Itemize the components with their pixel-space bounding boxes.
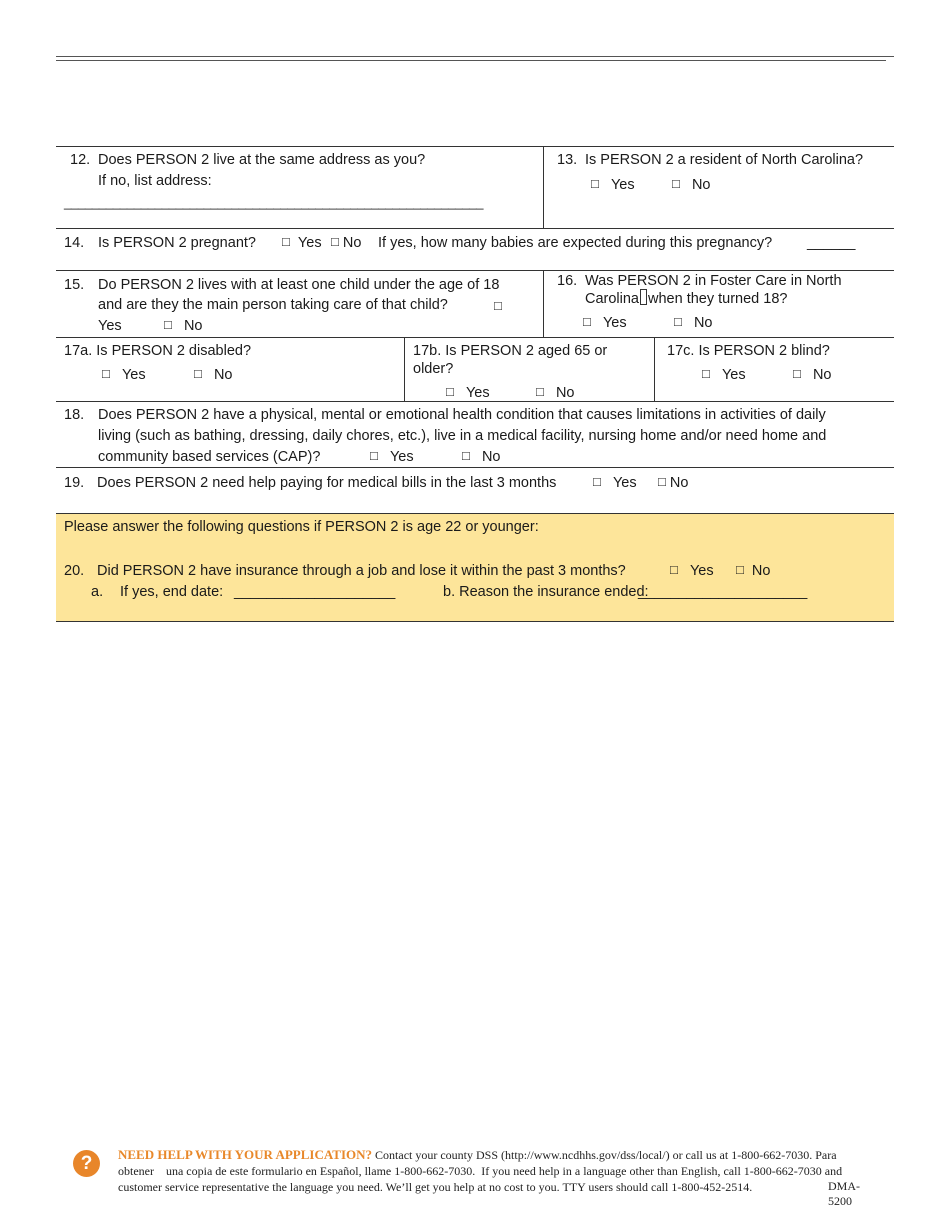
section-age-22-or-younger <box>56 513 894 622</box>
footer-line-2: obtener una copia de este formulario en Español, llame 1-800-662-7030. If you need help in a language other than English, call 1-800-662-7030 and <box>118 1164 843 1178</box>
q12-question: Does PERSON 2 live at the same address as you? <box>98 152 426 168</box>
q19-question: Does PERSON 2 need help paying for medical bills in the last 3 months <box>97 475 557 491</box>
q19-number: 19. <box>64 475 85 491</box>
q17c-no-label: No <box>812 367 832 383</box>
q19-no-checkbox[interactable]: □ <box>658 474 666 489</box>
q17b-no-option[interactable] <box>536 383 575 403</box>
q17b-line1 <box>413 341 607 361</box>
missing-glyph-icon <box>640 289 647 305</box>
person2-questions-table <box>56 146 894 622</box>
row-q19 <box>56 467 894 513</box>
form-number <box>828 1179 860 1209</box>
q17b-yes-label: Yes <box>465 385 490 401</box>
q18-line2: living (such as bathing, dressing, daily chores, etc.), live in a medical facility, nursing home and/or need home and <box>98 428 827 444</box>
q17a-text: Is PERSON 2 disabled? <box>96 343 252 359</box>
cell-q17c <box>654 338 894 401</box>
q14-yes-option[interactable] <box>282 233 322 253</box>
q20-question: Did PERSON 2 have insurance through a job and lose it within the past 3 months? <box>97 563 626 579</box>
row-q18 <box>56 401 894 467</box>
row-q12-q13 <box>56 146 894 228</box>
q20-yes-checkbox[interactable]: □ <box>670 562 678 577</box>
row-q14 <box>56 228 894 270</box>
q15-yes-checkbox[interactable]: □ <box>494 298 502 313</box>
q20a-label: a. <box>91 584 104 600</box>
q15-no-option[interactable] <box>164 316 203 336</box>
section-intro: Please answer the following questions if PERSON 2 is age 22 or younger: <box>64 519 539 535</box>
q16-line1: Was PERSON 2 in Foster Care in North <box>585 273 842 289</box>
question-icon: ? <box>73 1150 100 1177</box>
q19-yes-label: Yes <box>612 475 637 491</box>
header-rule-bottom <box>56 60 886 61</box>
q13-no-checkbox[interactable]: □ <box>672 176 680 191</box>
q17a-yes-checkbox[interactable]: □ <box>102 366 110 381</box>
q13-yes-option[interactable] <box>591 175 635 195</box>
q16-yes-checkbox[interactable]: □ <box>583 314 591 329</box>
q16-line2-end: when they turned 18? <box>648 291 788 307</box>
q20-number: 20. <box>64 563 85 579</box>
q19-no-label: No <box>669 475 689 491</box>
q15-no-checkbox[interactable]: □ <box>164 317 172 332</box>
q16-no-checkbox[interactable]: □ <box>674 314 682 329</box>
q14-followup: If yes, how many babies are expected during this pregnancy? <box>378 235 773 251</box>
q17a-no-option[interactable] <box>194 365 233 385</box>
q17c-number: 17c. <box>667 343 695 359</box>
q12-number: 12. <box>70 152 91 168</box>
q17c-yes-checkbox[interactable]: □ <box>702 366 710 381</box>
q18-no-label: No <box>481 449 501 465</box>
cell-q17a <box>56 338 404 401</box>
q13-number: 13. <box>557 152 578 168</box>
q20-yes-option[interactable] <box>670 561 714 581</box>
q15-no-label: No <box>183 318 203 334</box>
q14-yes-label: Yes <box>297 235 322 251</box>
q14-question: Is PERSON 2 pregnant? <box>98 235 256 251</box>
q18-no-checkbox[interactable]: □ <box>462 448 470 463</box>
q16-line2-start: Carolina <box>585 291 639 307</box>
q14-no-label: No <box>342 235 362 251</box>
footer-line-1 <box>118 1147 878 1163</box>
q16-yes-label: Yes <box>602 315 627 331</box>
q15-number: 15. <box>64 277 85 293</box>
help-footer <box>118 1147 878 1195</box>
q17b-yes-option[interactable] <box>446 383 490 403</box>
q17b-no-checkbox[interactable]: □ <box>536 384 544 399</box>
q17b-yes-checkbox[interactable]: □ <box>446 384 454 399</box>
q16-line2 <box>585 289 787 309</box>
q17a-question <box>64 341 251 361</box>
q13-no-label: No <box>691 177 711 193</box>
header-rule-top <box>56 56 894 57</box>
q18-yes-label: Yes <box>389 449 414 465</box>
q18-number: 18. <box>64 407 85 423</box>
q19-yes-checkbox[interactable]: □ <box>593 474 601 489</box>
q20b-reason-blank[interactable]: _____________________ <box>638 584 808 600</box>
cell-q12 <box>56 147 543 228</box>
q19-yes-option[interactable] <box>593 473 637 493</box>
cell-q13 <box>543 147 894 228</box>
form-number-line1: DMA- <box>828 1179 860 1193</box>
cell-q15 <box>56 271 543 337</box>
q17b-text: Is PERSON 2 aged 65 or <box>445 343 608 359</box>
q16-yes-option[interactable] <box>583 313 627 333</box>
q17b-no-label: No <box>555 385 575 401</box>
q14-no-checkbox[interactable]: □ <box>331 234 339 249</box>
row-q17 <box>56 337 894 401</box>
q17b-line2: older? <box>413 361 454 377</box>
q13-no-option[interactable] <box>672 175 711 195</box>
q18-yes-checkbox[interactable]: □ <box>370 448 378 463</box>
q14-babies-blank[interactable]: ______ <box>807 235 856 251</box>
row-q15-q16 <box>56 270 894 337</box>
q20-no-option[interactable] <box>736 561 770 581</box>
q20-yes-label: Yes <box>689 563 714 579</box>
q14-number: 14. <box>64 235 85 251</box>
q19-no-option[interactable] <box>658 473 688 493</box>
q13-yes-label: Yes <box>610 177 635 193</box>
q16-no-option[interactable] <box>674 313 713 333</box>
q17a-yes-label: Yes <box>121 367 146 383</box>
q20a-end-date-blank[interactable]: ____________________ <box>234 584 396 600</box>
q17a-no-label: No <box>213 367 233 383</box>
q17c-text: Is PERSON 2 blind? <box>698 343 830 359</box>
q17c-no-option[interactable] <box>793 365 832 385</box>
footer-line-3: customer service representative the language you need. We’ll get you help at no cost to you. TTY users should call 1-800-452-2514. <box>118 1180 753 1194</box>
q12-sub-label: If no, list address: <box>98 173 212 189</box>
q15-line2: and are they the main person taking care of that child? <box>98 297 448 313</box>
q16-number: 16. <box>557 273 578 289</box>
footer-heading: NEED HELP WITH YOUR APPLICATION? <box>118 1147 373 1162</box>
footer-contact-text: Contact your county DSS (http://www.ncdhhs.gov/dss/local/) or call us at 1-800-662-7030. Para <box>375 1148 837 1162</box>
q15-yes-label: Yes <box>98 318 122 334</box>
cell-q17b <box>404 338 654 401</box>
q20b-text: b. Reason the insurance ended: <box>443 584 649 600</box>
q14-yes-checkbox[interactable]: □ <box>282 234 290 249</box>
q20-no-label: No <box>751 563 771 579</box>
q17c-yes-option[interactable] <box>702 365 746 385</box>
q17a-yes-option[interactable] <box>102 365 146 385</box>
q17a-no-checkbox[interactable]: □ <box>194 366 202 381</box>
q17c-no-checkbox[interactable]: □ <box>793 366 801 381</box>
q18-yes-option[interactable] <box>370 447 414 467</box>
q20a-text: If yes, end date: <box>120 584 224 600</box>
q16-no-label: No <box>693 315 713 331</box>
form-number-line2: 5200 <box>828 1194 852 1208</box>
q18-line3: community based services (CAP)? <box>98 449 321 465</box>
cell-q16 <box>543 271 894 337</box>
q18-no-option[interactable] <box>462 447 501 467</box>
q17c-question <box>667 341 830 361</box>
q12-address-line[interactable]: ____________________________________________________________ <box>64 195 484 210</box>
q17c-yes-label: Yes <box>721 367 746 383</box>
q13-question: Is PERSON 2 a resident of North Carolina? <box>585 152 864 168</box>
q17b-number: 17b. <box>413 343 442 359</box>
q20-no-checkbox[interactable]: □ <box>736 562 744 577</box>
q14-no-option[interactable] <box>331 233 361 253</box>
q13-yes-checkbox[interactable]: □ <box>591 176 599 191</box>
q18-line1: Does PERSON 2 have a physical, mental or emotional health condition that causes limitations in activities of daily <box>98 407 826 423</box>
q15-line1: Do PERSON 2 lives with at least one child under the age of 18 <box>98 277 500 293</box>
q17a-number: 17a. <box>64 343 93 359</box>
